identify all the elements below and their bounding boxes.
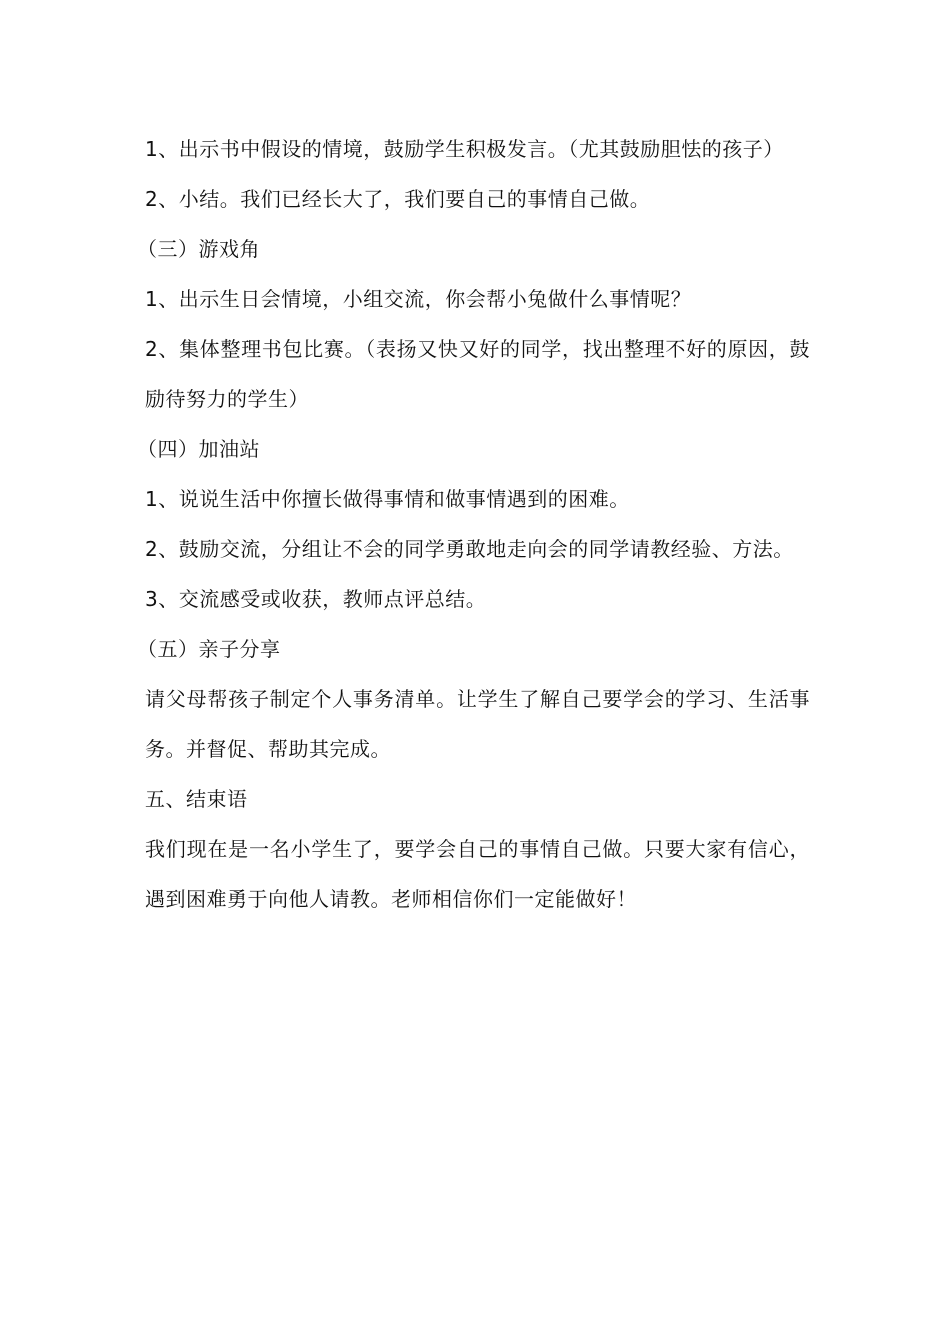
paragraph-task-list: 请父母帮孩子制定个人事务清单。让学生了解自己要学会的学习、生活事务。并督促、帮助其完成。	[145, 687, 810, 761]
paragraph-step-1-scenario: 1、出示书中假设的情境，鼓励学生积极发言。（尤其鼓励胆怯的孩子）	[145, 137, 784, 161]
paragraph-talk-about-skills: 1、说说生活中你擅长做得事情和做事情遇到的困难。	[145, 487, 630, 511]
section-heading-refuel-station: （四）加油站	[137, 437, 260, 461]
paragraph-step-2-summary: 2、小结。我们已经长大了，我们要自己的事情自己做。	[145, 187, 651, 211]
paragraph-birthday-scenario: 1、出示生日会情境，小组交流，你会帮小兔做什么事情呢？	[145, 287, 692, 311]
section-heading-parent-child: （五）亲子分享	[137, 637, 281, 661]
paragraph-group-exchange: 2、鼓励交流，分组让不会的同学勇敢地走向会的同学请教经验、方法。	[145, 537, 794, 561]
section-heading-game-corner: （三）游戏角	[137, 237, 260, 261]
paragraph-closing-remarks: 我们现在是一名小学生了，要学会自己的事情自己做。只要大家有信心，遇到困难勇于向他人请教。老师相信你们一定能做好！	[145, 837, 810, 911]
document-body	[137, 124, 810, 924]
section-heading-closing: 五、结束语	[145, 787, 248, 811]
paragraph-schoolbag-contest: 2、集体整理书包比赛。（表扬又快又好的同学，找出整理不好的原因，鼓励待努力的学生）	[145, 337, 810, 411]
paragraph-teacher-review: 3、交流感受或收获，教师点评总结。	[145, 587, 487, 611]
